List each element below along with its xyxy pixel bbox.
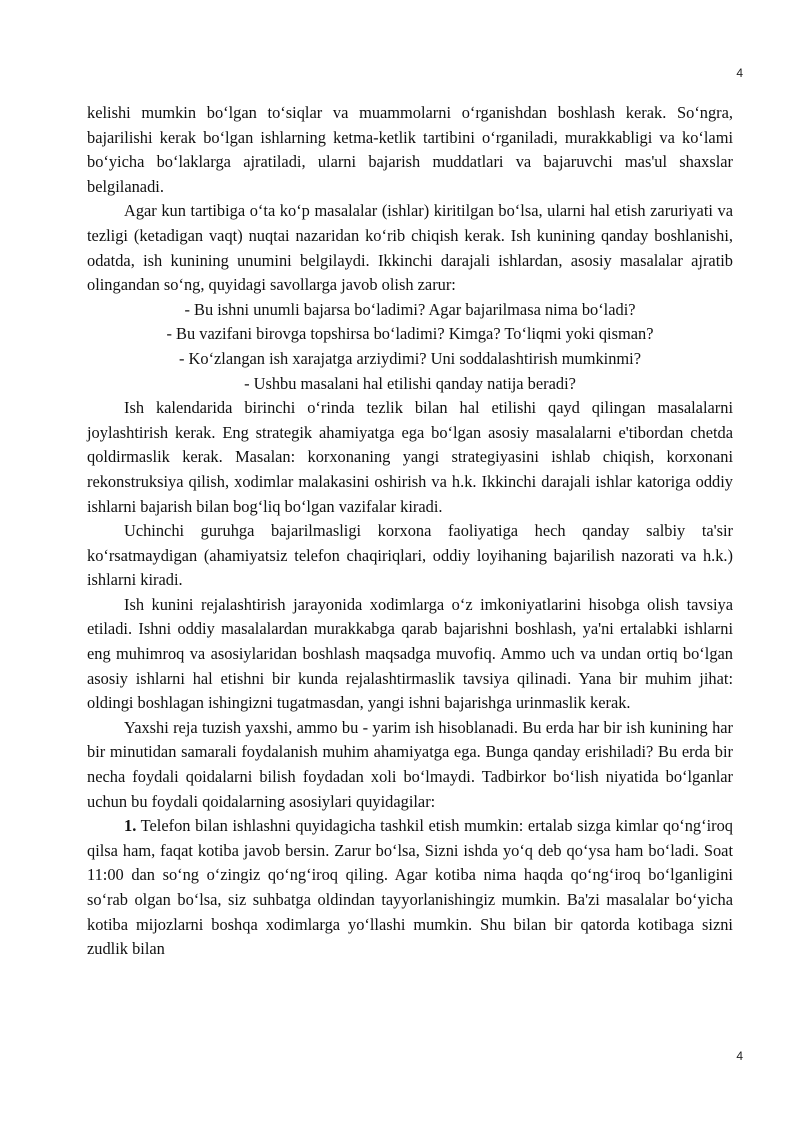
paragraph: Agar kun tartibiga o‘ta ko‘p masalalar (ishlar) kiritilgan bo‘lsa, ularni hal etish zaruriyati va tezligi (ketadigan vaqt) nuqtai nazaridan ko‘rib chiqish kerak. Ish kunining qanday boshlanishi, odatda, ish kunining unumini belgilaydi. Ikkinchi darajali ishlardan, asosiy masalalar ajratib olingandan so‘ng, quyidagi savollarga javob olish zarur: [87, 201, 733, 295]
paragraph: Yaxshi reja tuzish yaxshi, ammo bu - yarim ish hisoblanadi. Bu erda har bir ish kunining har bir minutidan samarali foydalanish muhim ahamiyatga ega. Bunga qanday erishiladi? Bu erda bir necha foydali qoidalarni bilish foydadan xoli bo‘lmaydi. Tadbirkor bo‘lish niyatida bo‘lganlar uchun bu foydali qoidalarning asosiylari quyidagilar: [87, 717, 733, 811]
question-line: - Bu vazifani birovga topshirsa bo‘ladimi? Kimga? To‘liqmi yoki qisman? [166, 324, 654, 344]
question-line: - Bu ishni unumli bajarsa bo‘ladimi? Agar bajarilmasa nima bo‘ladi? [184, 299, 636, 319]
document-body [87, 101, 733, 962]
page-number-top: 4 [736, 66, 743, 80]
paragraph: kelishi mumkin bo‘lgan to‘siqlar va muammolarni o‘rganishdan boshlash kerak. So‘ngra, bajarilishi kerak bo‘lgan ishlarning ketma-ketlik tartibini o‘rganiladi, murakkabligi va ko‘lami bo‘yicha bo‘laklarga ajratiladi, ularni bajarish muddatlari va bajaruvchi mas'ul shaxslar belgilanadi. [87, 103, 733, 196]
numbered-paragraph [87, 814, 733, 962]
item-number: 1. [124, 816, 137, 836]
paragraph: Ish kunini rejalashtirish jarayonida xodimlarga o‘z imkoniyatlarini hisobga olish tavsiya etiladi. Ishni oddiy masalalardan murakkabga qarab bajarishni boshlash, ya'ni ertalabki ishlarni eng muhimroq va asosiylaridan boshlash maqsadga muvofiq. Ammo uch va undan ortiq bo‘lgan asosiy ishlarni hal etishni bir kunda rejalashtirmaslik tavsiya qilinadi. Yana bir muhim jihat: oldingi boshlagan ishingizni tugatmasdan, yangi ishni bajarishga urinmaslik kerak. [87, 594, 733, 713]
item-text: Telefon bilan ishlashni quyidagicha tashkil etish mumkin: ertalab sizga kimlar qo‘ng‘iroq qilsa ham, faqat kotiba javob bersin. Zarur bo‘lsa, Sizni ishda yo‘q deb qo‘ysa ham bo‘ladi. Soat 11:00 dan so‘ng o‘zingiz qo‘ng‘iroq qiling. Agar kotiba nima haqda qo‘ng‘iroq bo‘lganligini so‘rab olgan bo‘lsa, siz suhbatga oldindan tayyorlanishingiz mumkin. Ba'zi masalalar bo‘yicha kotiba mijozlarni boshqa xodimlarga yo‘llashi mumkin. Shu bilan bir qatorda kotibaga sizni zudlik bilan [87, 816, 733, 959]
page-number-bottom: 4 [736, 1049, 743, 1063]
question-line: - Ushbu masalani hal etilishi qanday natija beradi? [244, 373, 576, 393]
paragraph: Ish kalendarida birinchi o‘rinda tezlik bilan hal etilishi qayd qilingan masalalarni joylashtirish kerak. Eng strategik ahamiyatga ega bo‘lgan asosiy masalalarni e'tibordan chetda qoldirmaslik kerak. Masalan: korxonaning yangi strategiyasini ishlab chiqish, korxonani rekonstruksiya qilish, xodimlar malakasini oshirish va h.k. Ikkinchi darajali ishlar katoriga oddiy ishlarni bajarish bilan bog‘liq bo‘lgan vazifalar kiradi. [87, 398, 733, 516]
paragraph: Uchinchi guruhga bajarilmasligi korxona faoliyatiga hech qanday salbiy ta'sir ko‘rsatmaydigan (ahamiyatsiz telefon chaqiriqlari, oddiy loyihaning bajarilish nazorati va h.k.) ishlarni kiradi. [87, 521, 733, 590]
question-line: - Ko‘zlangan ish xarajatga arziydimi? Uni soddalashtirish mumkinmi? [178, 348, 641, 368]
